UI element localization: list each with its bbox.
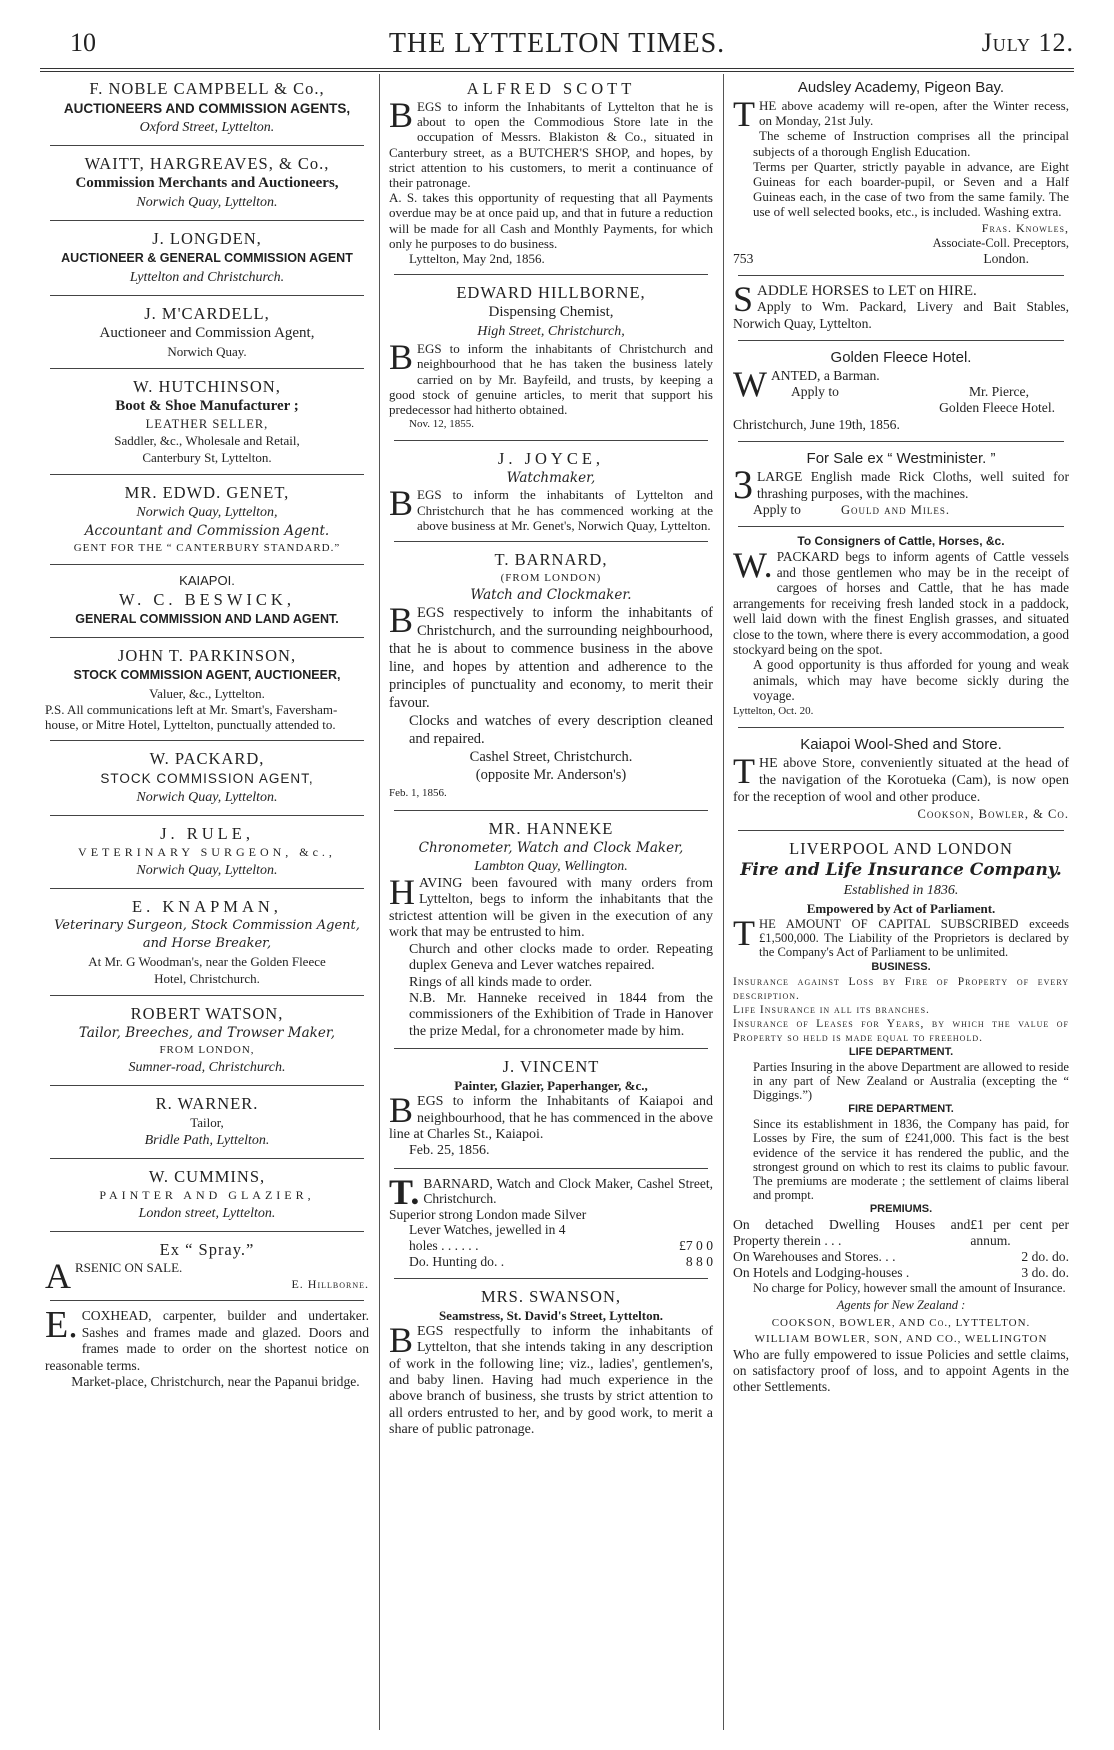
advert-address: Bridle Path, Lyttelton. — [144, 1133, 270, 1148]
advert-line: Tailor, — [190, 1115, 224, 1130]
advert-separator — [738, 830, 1064, 831]
section-heading: LIFE DEPARTMENT. — [848, 1045, 954, 1058]
section-heading: PREMIUMS. — [869, 1203, 933, 1216]
advert-text-body: Who are fully empowered to issue Policies and settle claims, on satisfactory proof of loss, and to appoint Agents in the other Settlements. — [733, 1346, 1069, 1394]
advert-address: Oxford Street, Lyttelton. — [139, 120, 275, 135]
advert-text — [730, 368, 1072, 433]
advert-subline: Agents for New Zealand : — [836, 1297, 966, 1312]
advert-name: MRS. SWANSON, — [481, 1286, 621, 1306]
advert-text-body: Insurance of Leases for Years, by which the value of Property so held is made equal to freehold. — [733, 1017, 1069, 1044]
advert-text-body: Church and other clocks made to order. Repeating duplex Geneva and Lever watches repaired. — [409, 941, 713, 974]
drop-cap: B — [389, 341, 414, 378]
advert-signature: Associate-Coll. Preceptors, — [932, 235, 1069, 250]
advert-text-body: The scheme of Instruction comprises all the principal subjects of a thorough English Education. — [753, 128, 1069, 159]
advert-text-body: Terms per Quarter, strictly payable in advance, are Eight Guineas for each boarder-pupil, or Seven and a Half Guineas each, in the case of two from the same family. The use of well selected books, etc., is included. Washing extra. — [753, 158, 1069, 220]
section-heading: FIRE DEPARTMENT. — [848, 1103, 954, 1116]
advert-text-body: EGS to inform the inhabitants of Lyttelton and Christchurch that he has commenced working at the above business at Mr. Genet's, Norwich Quay, Lyttelton. — [417, 487, 713, 533]
advert-separator — [50, 740, 364, 741]
advert-name: ALFRED SCOTT — [466, 79, 636, 98]
advert-text-body: EGS respectfully to inform the inhabitants of Lyttelton, that she intends taking in any description of work in the following line; viz., ladies', gentlemen's, and baby linen. Having had much experience in the above branch of business, she trusts by strict attention to all orders entrusted to her, and by good work, to merit a share of public patronage. — [389, 1323, 713, 1438]
drop-cap: T — [733, 916, 755, 953]
advert-name: W. C. BESWICK, — [119, 590, 295, 609]
advert-line: At Mr. G Woodman's, near the Golden Fleece — [88, 954, 326, 969]
advert-line: Watch and Clockmaker. — [470, 587, 632, 604]
price-item: Lever Watches, jewelled in 4 — [409, 1222, 566, 1238]
advert-text — [730, 98, 1072, 251]
advert-hillborne — [384, 278, 718, 437]
advert-separator — [50, 995, 364, 996]
advert-separator — [50, 888, 364, 889]
advert-text-body: No charge for Policy, however small the amount of Insurance. — [753, 1281, 1066, 1296]
advert-line: AUCTIONEERS AND COMMISSION AGENTS, — [63, 101, 351, 116]
advert-subline: GENT FOR THE “ CANTERBURY STANDARD.” — [73, 542, 341, 554]
premium-rate: 2 do. do. — [1021, 1249, 1069, 1265]
advert-address: Sumner-road, Christchurch. — [128, 1060, 286, 1075]
advert-hanneke — [384, 814, 718, 1045]
advert-spray — [40, 1235, 374, 1297]
column-divider — [379, 74, 380, 1730]
newspaper-title: THE LYTTELTON TIMES. — [388, 28, 726, 59]
premium-row — [733, 1265, 1069, 1281]
drop-cap: B — [389, 99, 414, 135]
advert-name: J. LONGDEN, — [152, 229, 262, 248]
advert-address: Norwich Quay. — [167, 344, 247, 359]
advert-text-body: Parties Insuring in the above Department are allowed to reside in any part of New Zealand or Australia (excepting the “ Diggings.”) — [753, 1059, 1069, 1102]
advert-date: Lyttelton, May 2nd, 1856. — [409, 251, 545, 267]
advert-text — [730, 755, 1072, 822]
drop-cap: B — [389, 1323, 414, 1360]
advert-address: (opposite Mr. Anderson's) — [475, 767, 627, 784]
advert-watson — [40, 999, 374, 1082]
advert-name: R. WARNER. — [155, 1094, 259, 1113]
advert-address: London street, Lyttelton. — [138, 1206, 276, 1221]
advert-separator — [50, 815, 364, 816]
advert-subline: FROM LONDON, — [159, 1044, 255, 1056]
advert-separator — [50, 1158, 364, 1159]
advert-campbell — [40, 74, 374, 142]
column-divider — [723, 74, 724, 1730]
price-item: holes . . . . . . — [409, 1237, 479, 1253]
advert-longden — [40, 224, 374, 292]
advert-scott — [384, 74, 718, 271]
masthead — [40, 26, 1074, 66]
advert-name: EDWARD HILLBORNE, — [456, 283, 646, 303]
advert-name: Audsley Academy, Pigeon Bay. — [797, 79, 1005, 96]
premium-rate: £1 per cent per annum. — [970, 1217, 1069, 1249]
advert-address: Norwich Quay, Lyttelton, — [136, 505, 278, 520]
advert-golden-fleece — [728, 344, 1074, 438]
advert-separator — [394, 1168, 708, 1169]
advert-line: and Horse Breaker, — [142, 936, 272, 951]
advert-genet — [40, 478, 374, 561]
advert-text-body: ADDLE HORSES to LET on HIRE. — [757, 282, 977, 299]
section-heading: BUSINESS. — [871, 960, 931, 973]
advert-knapman — [40, 892, 374, 992]
advert-separator — [50, 295, 364, 296]
advert-text — [386, 1094, 716, 1160]
advert-text — [386, 1324, 716, 1439]
advert-liverpool-insurance — [728, 834, 1074, 1400]
advert-line: Commission Merchants and Auctioneers, — [75, 175, 339, 191]
advert-separator — [50, 368, 364, 369]
advert-westminster — [728, 445, 1074, 523]
column-3 — [728, 74, 1074, 1736]
advert-signature: Cookson, Bowler, & Co. — [917, 806, 1069, 821]
advert-text-body: HE above Store, conveniently situated at the head of the navigation of the Korotueka (Cam), is now open for the reception of wool and other produce. — [733, 755, 1069, 805]
advert-text-body: AVING been favoured with many orders from Lyttelton, begs to inform the inhabitants that the strictest attention will be given in the execution of any work that may be entrusted to him. — [389, 876, 713, 941]
advert-separator — [738, 275, 1064, 276]
advert-text — [730, 469, 1072, 518]
drop-cap: A — [45, 1260, 71, 1293]
advert-name: J. RULE, — [160, 824, 254, 843]
advert-line: Watchmaker, — [506, 470, 596, 487]
advert-text-body: ANTED, a Barman. — [770, 368, 880, 384]
advert-barnard — [384, 545, 718, 807]
drop-cap: E. — [45, 1308, 78, 1347]
drop-cap: B — [389, 1094, 414, 1131]
advert-name: JOHN T. PARKINSON, — [117, 646, 297, 665]
advert-line: STOCK COMMISSION AGENT, — [100, 771, 314, 786]
advert-name: LIVERPOOL AND LONDON — [789, 838, 1013, 858]
advert-text-body: N.B. Mr. Hanneke received in 1844 from the commissioners of the Exhibition of Trade in Hanover the prize Medal, for a chronometer made by him. — [409, 990, 713, 1039]
premium-row — [733, 1249, 1069, 1265]
advert-place: KAIAPOI. — [179, 573, 235, 588]
advert-address: Lyttelton and Christchurch. — [129, 270, 285, 285]
advert-name: J. VINCENT — [502, 1057, 600, 1077]
price-item: Do. Hunting do. . — [409, 1253, 505, 1269]
advert-name: E. KNAPMAN, — [132, 897, 282, 916]
advert-beswick — [40, 568, 374, 634]
advert-line: Hotel, Christchurch. — [154, 971, 260, 986]
advert-barnard-watches — [384, 1172, 718, 1275]
advert-agent: COOKSON, BOWLER, AND Co., LYTTELTON. — [771, 1316, 1031, 1329]
advert-text — [42, 1308, 372, 1374]
advert-text — [386, 99, 716, 266]
column-2 — [384, 74, 718, 1736]
advert-name: J. M'CARDELL, — [144, 304, 270, 323]
advert-separator — [50, 637, 364, 638]
price-value: 8 8 0 — [685, 1253, 713, 1269]
advert-contact: Gould and Miles. — [840, 503, 950, 518]
advert-name: J. JOYCE, — [497, 449, 605, 469]
advert-line: GENERAL COMMISSION AND LAND AGENT. — [75, 612, 339, 626]
page-number: 10 — [70, 28, 96, 57]
drop-cap: S — [733, 282, 754, 319]
advert-vincent — [384, 1052, 718, 1165]
advert-line: STOCK COMMISSION AGENT, AUCTIONEER, — [73, 668, 341, 682]
premium-item: On Warehouses and Stores. . . — [733, 1249, 896, 1265]
advert-address: Canterbury St, Lyttelton. — [142, 450, 272, 465]
advert-consigners — [728, 530, 1074, 723]
advert-contact: Mr. Pierce, — [968, 384, 1029, 400]
advert-hutchinson — [40, 372, 374, 471]
advert-text — [386, 487, 716, 533]
advert-separator — [394, 1278, 708, 1279]
advert-apply-row — [771, 384, 1069, 400]
premium-item: On detached Dwelling Houses and Property therein . . . — [733, 1217, 971, 1249]
advert-text — [730, 917, 1072, 1395]
advert-address: Market-place, Christchurch, near the Papanui bridge. — [71, 1374, 360, 1390]
advert-separator — [50, 1300, 364, 1301]
advert-text-body: Apply to — [790, 384, 839, 400]
advert-subline: (FROM LONDON) — [500, 572, 602, 585]
advert-name: W. PACKARD, — [149, 749, 265, 768]
advert-text-body: HE AMOUNT OF CAPITAL SUBSCRIBED exceeds £1,500,000. The Liability of the Proprietors is declared by the Company's Act of Parliament to be unlimited. — [759, 916, 1069, 960]
advert-parkinson — [40, 641, 374, 737]
advert-separator — [50, 564, 364, 565]
advert-packard — [40, 744, 374, 812]
advert-separator — [50, 1231, 364, 1232]
advert-line: Auctioneer and Commission Agent, — [99, 325, 315, 341]
advert-text-body: Clocks and watches of every description cleaned and repaired. — [409, 713, 713, 748]
advert-name: ROBERT WATSON, — [130, 1004, 284, 1023]
advert-footer — [730, 251, 1072, 267]
advert-waitt — [40, 149, 374, 217]
advert-text — [386, 341, 716, 432]
advert-name: Kaiapoi Wool-Shed and Store. — [800, 735, 1002, 753]
advert-saddle-horses — [728, 279, 1074, 337]
price-value: £7 0 0 — [679, 1237, 713, 1253]
price-row — [386, 1254, 716, 1270]
drop-cap: H — [389, 876, 415, 913]
advert-address: High Street, Christchurch, — [477, 324, 625, 340]
advert-text-body: Rings of all kinds made to order. — [409, 974, 593, 990]
advert-text — [386, 1176, 716, 1238]
advert-name: MR. EDWD. GENET, — [124, 483, 290, 502]
column-1 — [40, 74, 374, 1736]
advert-name: MR. HANNEKE — [488, 819, 614, 839]
advert-address: Norwich Quay, Lyttelton. — [136, 195, 278, 210]
advert-separator — [394, 274, 708, 275]
advert-text: P.S. All communications left at Mr. Smart's, Faversham-house, or Mitre Hotel, Lyttelton, punctually attended to. — [45, 702, 338, 732]
advert-line: Accountant and Commission Agent. — [84, 523, 330, 539]
advert-line: Painter, Glazier, Paperhanger, &c., — [454, 1078, 648, 1094]
advert-line: AUCTIONEER & GENERAL COMMISSION AGENT — [61, 251, 353, 265]
advert-line: VETERINARY SURGEON, &c., — [78, 845, 336, 859]
advert-name: WAITT, HARGREAVES, & Co., — [84, 154, 330, 173]
advert-separator — [394, 541, 708, 542]
advert-line: Dispensing Chemist, — [488, 304, 614, 321]
drop-cap: T — [733, 754, 755, 791]
advert-text-body: RSENIC ON SALE. — [75, 1260, 183, 1275]
advert-text — [730, 549, 1072, 718]
advert-text-body: EGS respectively to inform the inhabitants of Christchurch, and the surrounding neighbourhood, that he is about to commence business in the above line, and hopes by attention and adherence to the principles of punctuality and economy, to merit their favour. — [389, 605, 713, 712]
advert-separator — [738, 526, 1064, 527]
advert-separator — [738, 340, 1064, 341]
advert-agent: WILLIAM BOWLER, SON, AND CO., WELLINGTON — [754, 1332, 1048, 1345]
advert-date: Feb. 1, 1856. — [389, 787, 447, 800]
advert-signature: Fras. Knowles, — [981, 220, 1069, 235]
advert-name: W. CUMMINS, — [148, 1167, 266, 1186]
price-row — [386, 1238, 716, 1254]
masthead-rule — [40, 68, 1074, 72]
advert-text-body: HE above academy will re-open, after the Winter recess, on Monday, 21st July. — [759, 98, 1069, 129]
advert-swanson — [384, 1282, 718, 1444]
premium-rate: 3 do. do. — [1021, 1265, 1069, 1281]
advert-address: Lambton Quay, Wellington. — [474, 859, 628, 875]
advert-name: For Sale ex “ Westminister. ” — [806, 450, 996, 468]
advert-warner — [40, 1089, 374, 1155]
advert-text-body: LARGE English made Rick Cloths, well suited for thrashing purposes, with the machines. — [757, 469, 1069, 501]
advert-line: Fire and Life Insurance Company. — [740, 859, 1062, 880]
advert-address: Norwich Quay, Lyttelton. — [136, 863, 278, 878]
advert-subline: LEATHER SELLER, — [145, 417, 269, 431]
advert-separator — [50, 145, 364, 146]
advert-address: Cashel Street, Christchurch. — [469, 749, 633, 766]
advert-audsley — [728, 74, 1074, 272]
advert-subline: Valuer, &c., Lyttelton. — [149, 686, 265, 701]
advert-note: A. S. takes this opportunity of requesting that all Payments overdue may be at once paid up, and that in future a reduction will be made for all Cash and Monthly Payments, for which only he purposes to do business. — [389, 190, 713, 251]
drop-cap: T — [733, 98, 755, 134]
advert-text-body: Superior strong London made Silver — [389, 1206, 587, 1222]
advert-separator — [394, 1048, 708, 1049]
advert-text — [386, 876, 716, 1040]
advert-name: To Consigners of Cattle, Horses, &c. — [797, 534, 1005, 549]
advert-mccardell — [40, 299, 374, 365]
advert-signature: E. Hillborne. — [291, 1277, 369, 1292]
advert-signature: London. — [983, 250, 1029, 266]
advert-coxhead — [40, 1304, 374, 1395]
drop-cap: 3 — [733, 469, 753, 508]
advert-text-body: Since its establishment in 1836, the Company has paid, for Losses by Fire, the sum of £241,000. This fact is the best evidence of the service it has rendered the public, and the strongest ground on which to rest its claims to public favour. The premiums are moderate ; the settlement of claims liberal and prompt. — [753, 1117, 1069, 1203]
advert-text-body: EGS to inform the Inhabitants of Kaiapoi and neighbourhood, that he has commenced in the above line at Charles St., Kaiapoi. — [389, 1094, 713, 1142]
advert-text-body: Apply to — [753, 502, 801, 518]
advert-separator — [50, 1085, 364, 1086]
advert-subline: Saddler, &c., Wholesale and Retail, — [114, 433, 300, 448]
advert-line: Veterinary Surgeon, Stock Commission Agent, — [54, 918, 360, 933]
advert-subline: Established in 1836. — [843, 882, 959, 898]
advert-text — [42, 1260, 372, 1292]
advert-text-body: A good opportunity is thus afforded for young and weak animals, which may have become sickly during the voyage. — [753, 657, 1069, 704]
advert-contact: Golden Fleece Hotel. — [939, 400, 1055, 416]
advert-name: Golden Fleece Hotel. — [830, 349, 972, 367]
drop-cap: B — [389, 604, 414, 641]
advert-text-body: BARNARD, Watch and Clock Maker, Cashel Street, Christchurch. — [423, 1175, 713, 1207]
advert-separator — [394, 810, 708, 811]
advert-line: Seamstress, St. David's Street, Lyttelton. — [438, 1307, 664, 1323]
advert-joyce — [384, 444, 718, 538]
advert-text-body: PACKARD begs to inform agents of Cattle vessels and those gentlemen who may be in the receipt of cargoes of horses and Cattle, that he has made arrangements for receiving fresh landed stock in a paddock, well laid down with the finest English grasses, and situated close to the town, where there is every accommodation, a good stockyard being on the spot. — [733, 549, 1069, 657]
advert-name: F. NOBLE CAMPBELL & Co., — [89, 79, 325, 98]
advert-text-body: EGS to inform the Inhabitants of Lyttelton that he is about to open the Commodious Store late in the occupation of Messrs. Blakiston & Co., situated in Canterbury street, as a BUTCHER'S SHOP, and hopes, by strict attention to his customers, to merit a continuance of their patronage. — [389, 99, 713, 191]
advert-subline: Empowered by Act of Parliament. — [806, 900, 996, 916]
advert-text-body: COXHEAD, carpenter, builder and undertaker. Sashes and frames made and glazed. Doors and frames made to order on the shortest notice on reasonable terms. — [45, 1308, 369, 1373]
advert-date: Christchurch, June 19th, 1856. — [733, 416, 900, 432]
advert-text-body: EGS to inform the inhabitants of Christchurch and neighbourhood that he has taken the business lately carried on by Mr. Bayfeild, and trusts, by keeping a good stock of genuine articles, to merit that support his predecessor had hitherto obtained. — [389, 341, 713, 418]
advert-date: Feb. 25, 1856. — [409, 1143, 490, 1159]
advert-line: Tailor, Breeches, and Trowser Maker, — [78, 1025, 336, 1041]
advert-separator — [394, 440, 708, 441]
drop-cap: T. — [389, 1175, 420, 1212]
advert-text-body: Life Insurance in all its branches. — [733, 1003, 930, 1016]
advert-separator — [50, 474, 364, 475]
advert-apply-row — [733, 502, 1069, 518]
drop-cap: W — [733, 368, 767, 405]
premium-item: On Hotels and Lodging-houses . — [733, 1265, 910, 1281]
issue-date: July 12. — [981, 28, 1074, 57]
advert-date: Lyttelton, Oct. 20. — [733, 704, 814, 717]
advert-line: Boot & Shoe Manufacturer ; — [115, 398, 299, 414]
advert-line: Chronometer, Watch and Clock Maker, — [418, 840, 684, 857]
advert-rule — [40, 819, 374, 885]
advert-text — [386, 604, 716, 802]
advert-separator — [50, 220, 364, 221]
advert-date: Nov. 12, 1855. — [409, 418, 474, 431]
drop-cap: W. — [733, 549, 773, 586]
advert-separator — [738, 727, 1064, 728]
advert-text — [730, 283, 1072, 332]
drop-cap: B — [389, 487, 414, 524]
advert-name: T. BARNARD, — [494, 550, 608, 570]
advert-number: 753 — [733, 250, 754, 266]
premium-row — [733, 1217, 1069, 1249]
advert-cummins — [40, 1162, 374, 1228]
advert-line: PAINTER AND GLAZIER, — [99, 1188, 315, 1202]
advert-text-body: Insurance against Loss by Fire of Property of every description. — [733, 975, 1069, 1002]
advert-name: Ex “ Spray.” — [159, 1240, 255, 1259]
advert-name: W. HUTCHINSON, — [133, 377, 281, 396]
advert-separator — [738, 441, 1064, 442]
advert-kaiapoi-wool-shed — [728, 731, 1074, 827]
advert-text-body: Apply to Wm. Packard, Livery and Bait Stables, Norwich Quay, Lyttelton. — [733, 299, 1069, 331]
advert-address: Norwich Quay, Lyttelton. — [136, 790, 278, 805]
